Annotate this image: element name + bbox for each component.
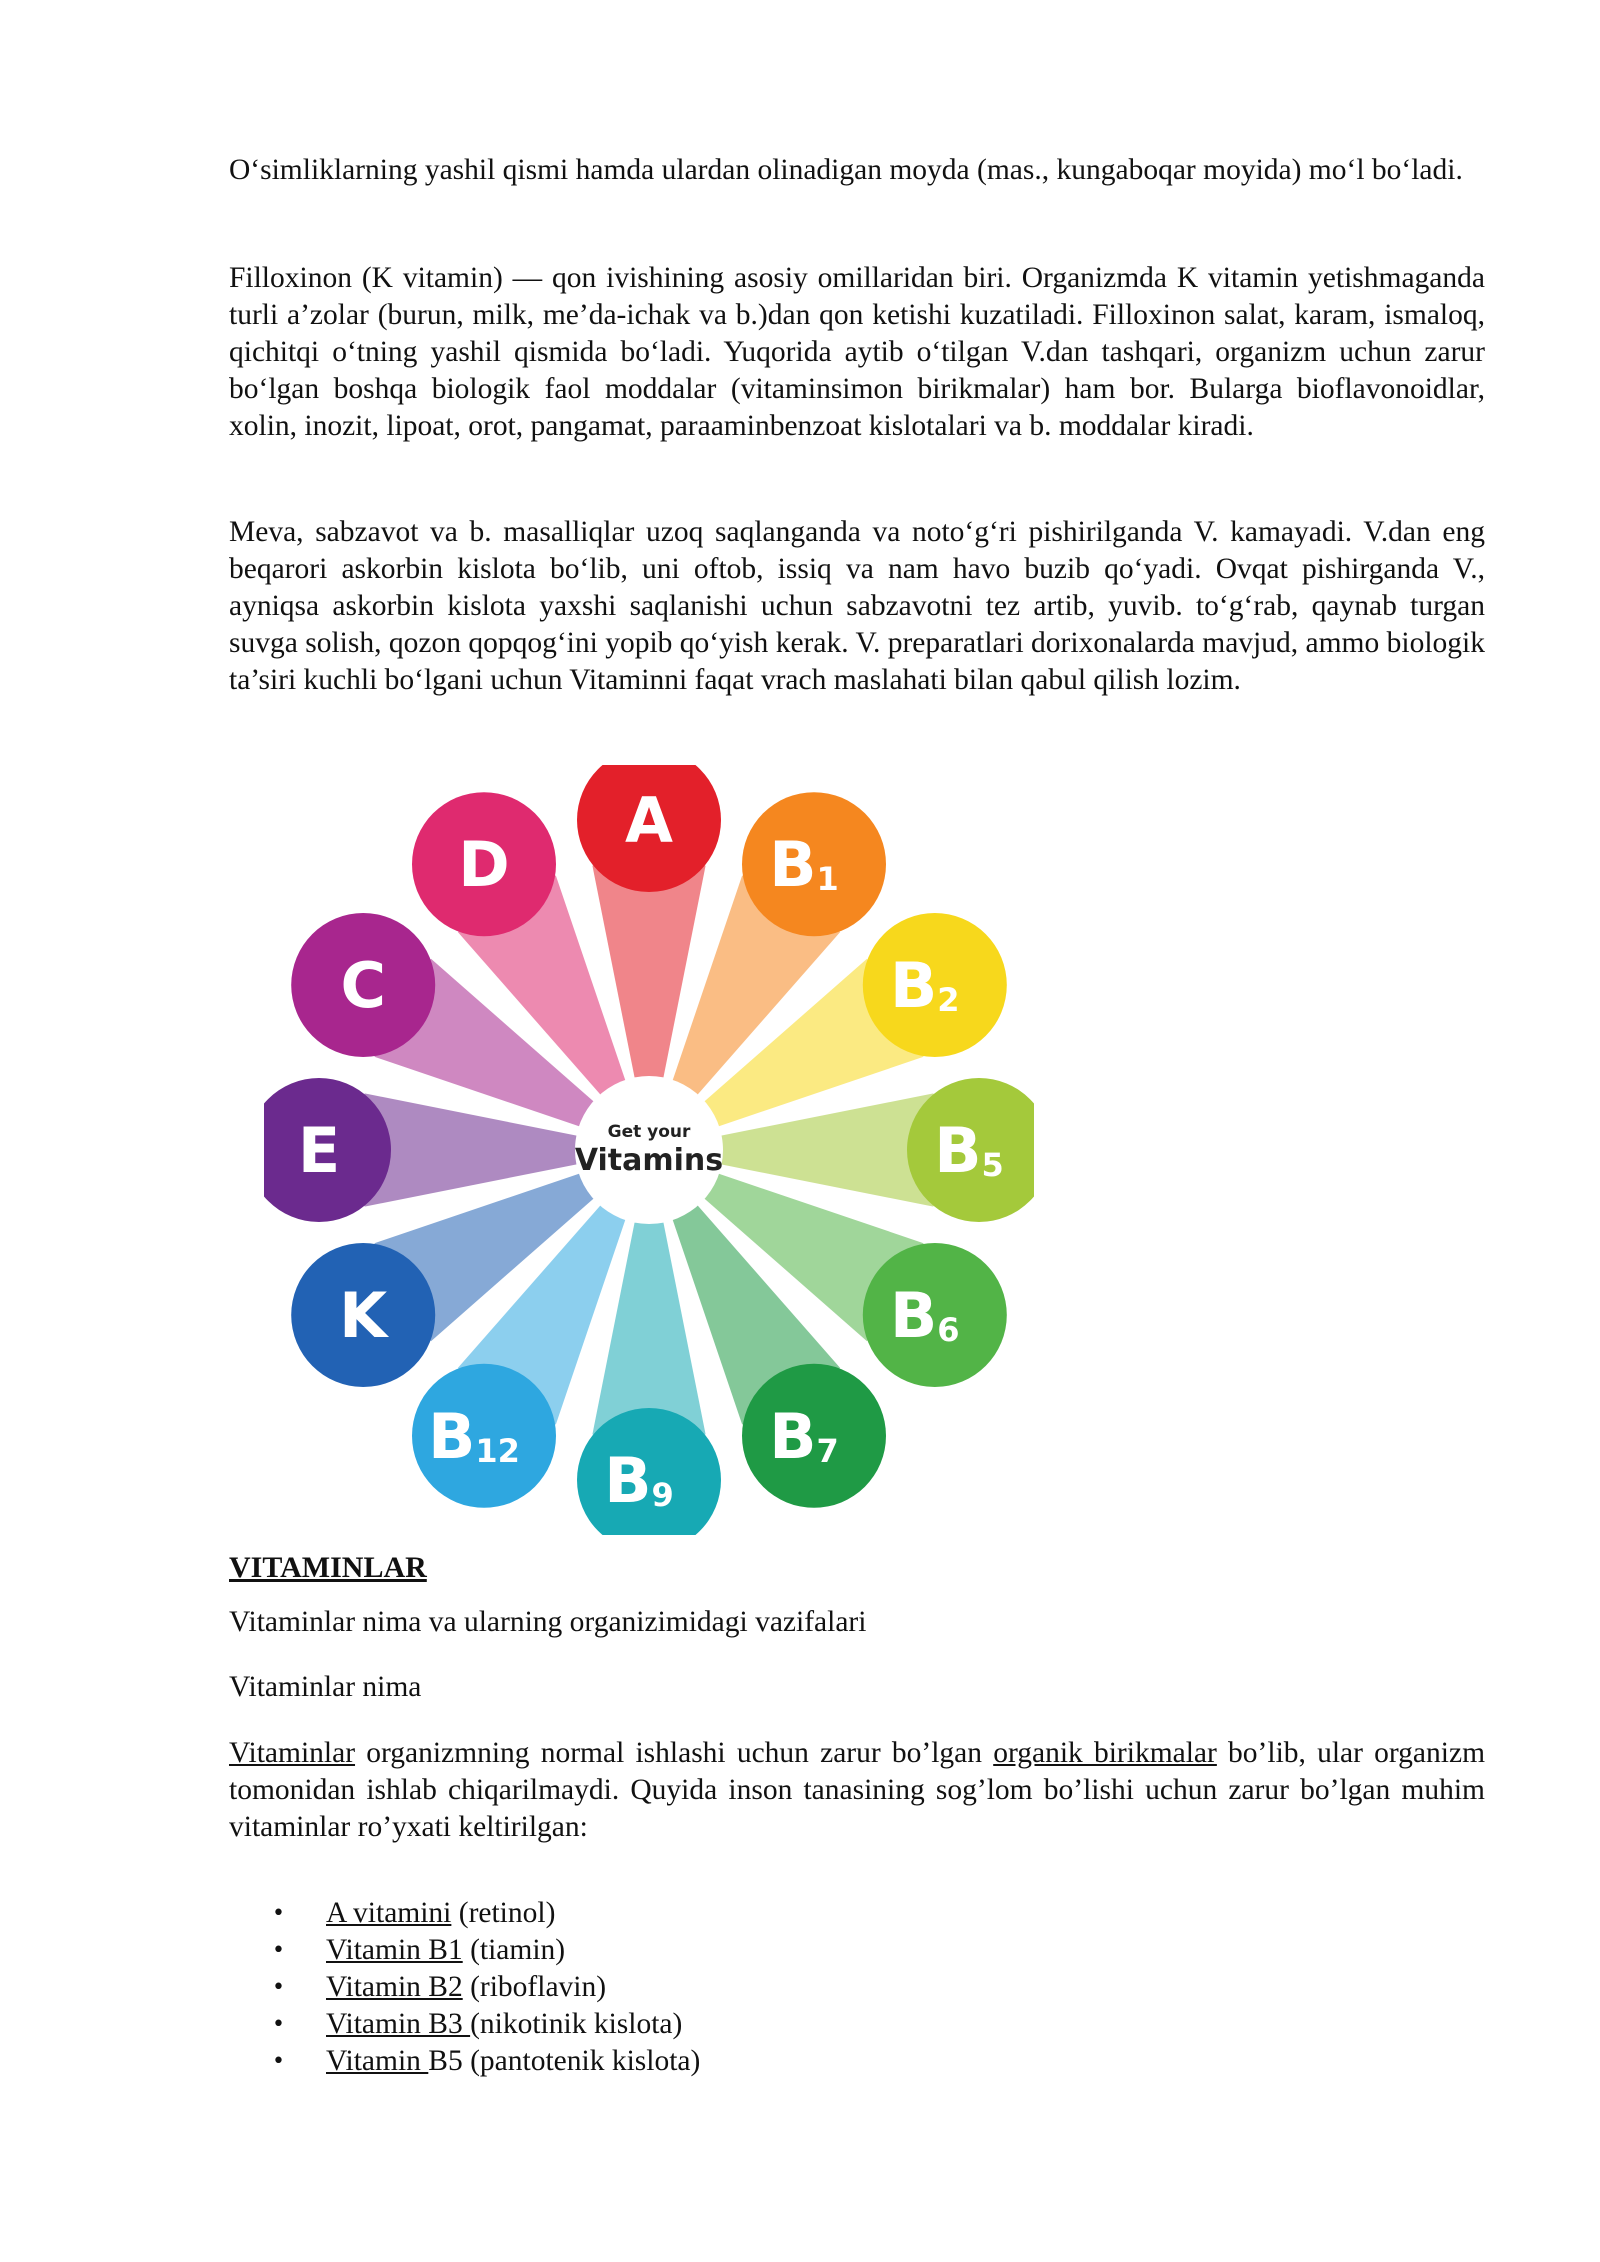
organik-birikmalar-link[interactable]: organik birikmalar [993,1737,1217,1769]
wheel-center-small-text: Get your [607,1122,691,1142]
vitamin-petal-label: B7 [769,1399,839,1473]
vitamins-list [229,1895,700,2080]
bullet-icon: • [272,2012,285,2037]
bullet-icon: • [272,2049,285,2074]
list-item-text: (nikotinik kislota) [470,2008,683,2040]
bullet-icon: • [272,1901,285,1926]
vitamin-b1-link[interactable]: Vitamin B1 [326,1934,463,1966]
list-item-text: (riboflavin) [462,1971,607,2003]
paragraph-vitamins-intro [229,1735,1485,1846]
list-item-text: (retinol) [451,1897,556,1929]
vitamin-petal-label: E [297,1114,341,1187]
list-item-text: (tiamin) [462,1934,566,1966]
list-item [229,1895,700,1932]
intro-text-2: bo’lib, ular organizm tomonidan ishlab chiqarilmaydi. Quyida inson tanasining sog’lom bo’lishi uchun zarur bo’lgan muhim vitaminlar ro’yxati keltirilgan: [229,1737,1486,1843]
vitamin-petal-label: B6 [890,1279,960,1352]
list-item [229,1969,700,2006]
vitamin-petal-label: A [625,784,673,857]
vitaminlar-link[interactable]: Vitaminlar [229,1737,356,1769]
vitamin-a-link[interactable]: A vitamini [326,1897,452,1929]
vitamin-petal-label: B5 [934,1114,1004,1187]
list-item [229,2043,700,2080]
bullet-icon: • [272,1975,285,2000]
vitamin-b5-link[interactable]: Vitamin [326,2045,429,2077]
paragraph-storage: Meva, sabzavot va b. masalliqlar uzoq saqlanganda va noto‘g‘ri pishirilganda V. kamayadi. V.dan eng beqarori askorbin kislota bo‘lib, uni oftob, issiq va nam havo buzib qo‘yadi. Ovqat pishirganda V., ayniqsa askorbin kislota yaxshi saqlanishi uchun sabzavotni tez artib, yuvib. to‘g‘rab, qaynab turgan suvga solish, qozon qopqog‘ini yopib qo‘yish kerak. V. preparatlari dorixonalarda mavjud, ammo biologik ta’siri kuchli bo‘lgani uchun Vitaminni faqat vrach maslahati bilan qabul qilish lozim. [229,516,1485,696]
paragraph-vitamin-k: Filloxinon (K vitamin) — qon ivishining asosiy omillaridan biri. Organizmda K vitamin yetishmaganda turli a’zolar (burun, milk, me’da-ichak va b.)dan qon ketishi kuzatiladi. Filloxinon salat, karam, ismaloq, qichitqi o‘tning yashil qismida bo‘ladi. Yuqorida aytib o‘tilgan V.dan tashqari, organizm uchun zarur bo‘lgan boshqa biologik faol moddalar (vitaminsimon birikmalar) ham bor. Bularga bioflavonoidlar, xolin, inozit, lipoat, orot, pangamat, paraaminbenzoat kislotalari va b. moddalar kiradi. [229,262,1485,442]
vitamin-petal-label: B9 [604,1444,674,1517]
bullet-icon: • [272,1938,285,1963]
intro-text-1: organizmning normal ishlashi uchun zarur bo’lgan [355,1737,994,1769]
section-heading: VITAMINLAR [229,1551,427,1584]
vitamin-petal-label: B12 [428,1399,520,1473]
paragraph-plant-oils: O‘simliklarning yashil qismi hamda ulardan olinadigan moyda (mas., kungaboqar moyida) mo‘l bo‘ladi. [229,154,1463,186]
wheel-center-title: Vitamins [574,1143,724,1178]
list-item [229,1932,700,1969]
list-item-text: B5 (pantotenik kislota) [428,2045,701,2077]
vitamin-b3-link[interactable]: Vitamin B3 [326,2008,471,2040]
vitamin-petal-label: B1 [769,828,839,902]
section-subtitle-2: Vitaminlar nima [229,1671,422,1703]
vitamin-petal-label: D [458,828,510,902]
vitamin-petal-label: K [339,1279,388,1352]
section-subtitle: Vitaminlar nima va ularning organizimidagi vazifalari [229,1606,867,1638]
vitamin-petal-label: C [340,949,386,1022]
list-item [229,2006,700,2043]
vitamins-wheel-illustration [264,765,1034,1535]
vitamin-b2-link[interactable]: Vitamin B2 [326,1971,463,2003]
vitamin-petal-label: B2 [890,949,960,1022]
